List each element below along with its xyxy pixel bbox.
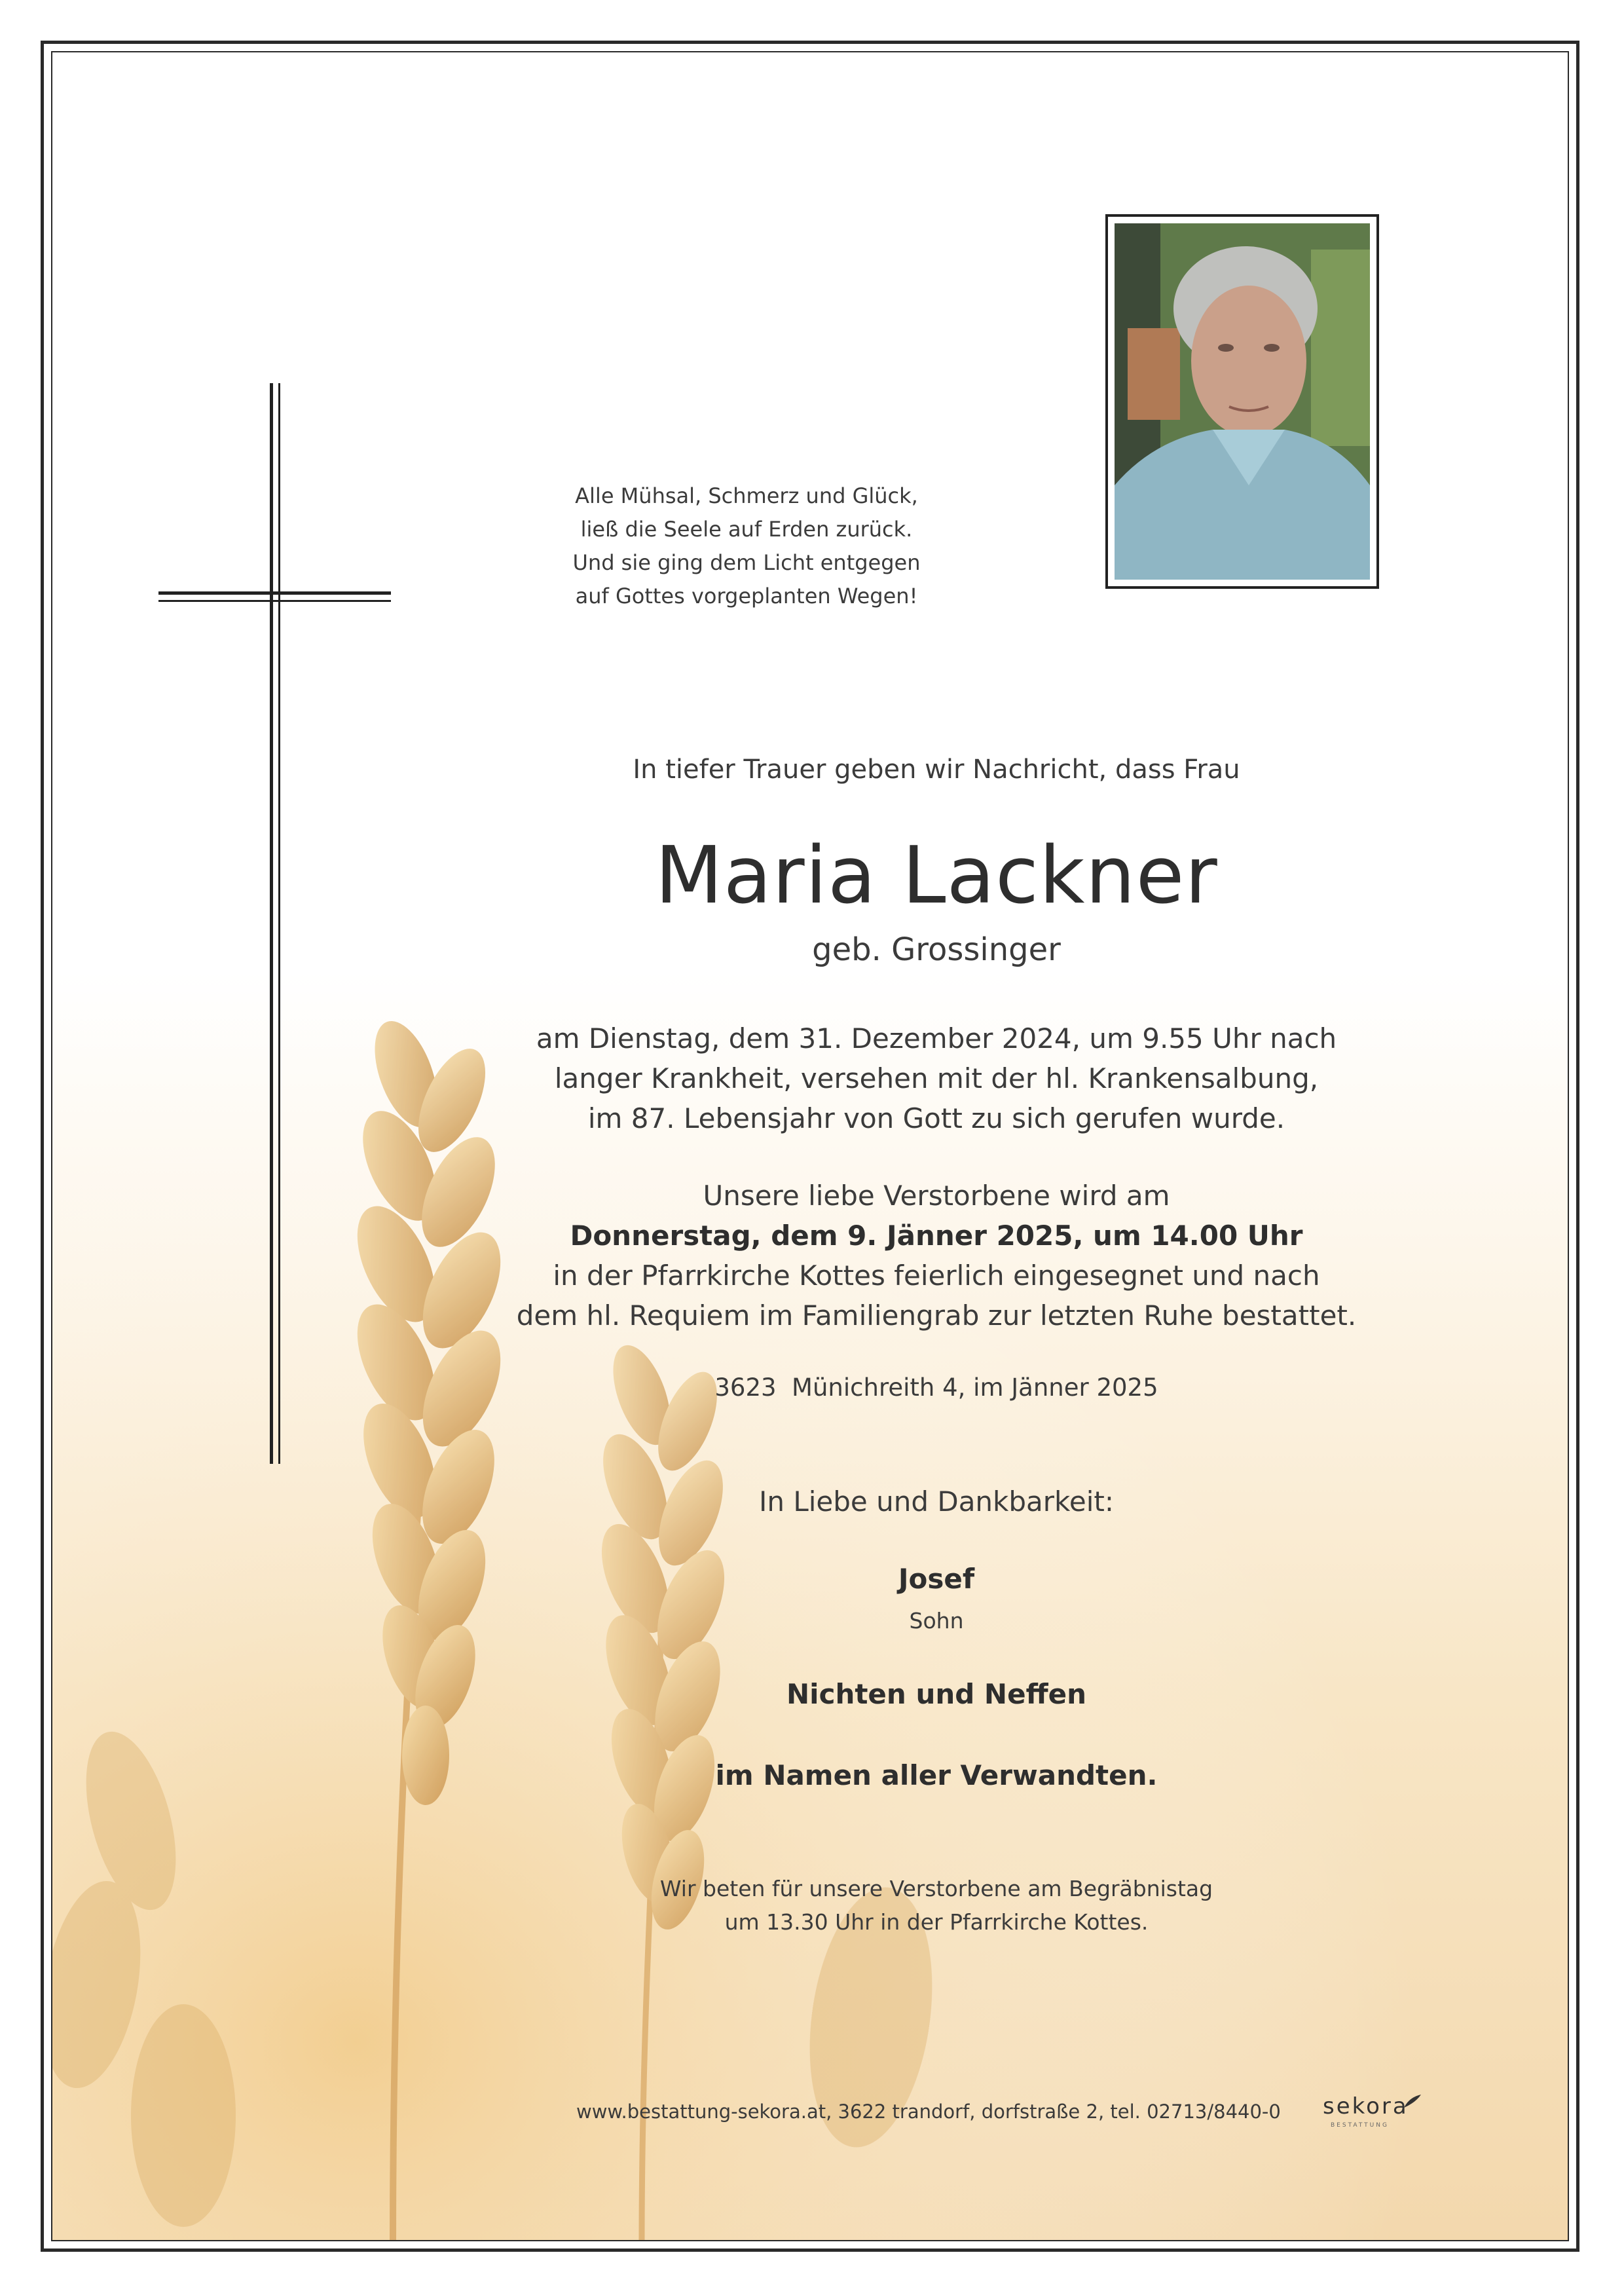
- death-details: [458, 1018, 1414, 1138]
- signatures-heading: In Liebe und Dankbarkeit:: [758, 1485, 1114, 1518]
- leaf-icon: [1403, 2093, 1422, 2109]
- memorial-poem: [498, 479, 995, 613]
- birth-name: geb. Grossinger: [812, 931, 1061, 968]
- prayer-line: um 13.30 Uhr in der Pfarrkirche Kottes.: [724, 1909, 1149, 1935]
- poem-line: Und sie ging dem Licht entgegen: [572, 550, 921, 575]
- poem-line: ließ die Seele auf Erden zurück.: [580, 517, 913, 542]
- place-date-text: 3623 Münichreith 4, im Jänner 2025: [714, 1373, 1158, 1402]
- logo-subtext: BESTATTUNG: [1331, 2122, 1389, 2129]
- poem-line: auf Gottes vorgeplanten Wegen!: [575, 584, 918, 608]
- mourner-group: Nichten und Neffen: [786, 1678, 1086, 1710]
- funeral-line: Unsere liebe Verstorbene wird am: [703, 1180, 1170, 1212]
- place-date: [498, 1373, 1375, 1402]
- funeral-details: [458, 1176, 1414, 1335]
- mourner-role: Sohn: [909, 1608, 964, 1633]
- funeral-home-contact: www.bestattung-sekora.at, 3622 trandorf, dorfstraße 2, tel. 02713/8440-0: [576, 2100, 1281, 2123]
- prayer-line: Wir beten für unsere Verstorbene am Begräbnistag: [659, 1876, 1213, 1901]
- notice-intro: In tiefer Trauer geben wir Nachricht, dass Frau: [633, 755, 1240, 785]
- cross-beam: [158, 591, 391, 595]
- mourner-name: Josef: [898, 1563, 975, 1595]
- funeral-line: in der Pfarrkirche Kottes feierlich eingesegnet und nach: [553, 1259, 1320, 1292]
- portrait-photo-frame: [1105, 214, 1379, 589]
- portrait-photo: [1115, 223, 1370, 580]
- mourner-group: im Namen aller Verwandten.: [715, 1759, 1158, 1791]
- cross-beam-line: [158, 600, 391, 602]
- death-line: langer Krankheit, versehen mit der hl. Krankensalbung,: [554, 1062, 1319, 1094]
- funeral-home-logo: [1323, 2093, 1421, 2133]
- logo-text: sekora: [1323, 2093, 1409, 2119]
- funeral-line: dem hl. Requiem im Familiengrab zur letzten Ruhe bestattet.: [516, 1299, 1357, 1332]
- poem-line: Alle Mühsal, Schmerz und Glück,: [575, 483, 918, 508]
- prayer-note: [498, 1872, 1375, 1939]
- deceased-name: Maria Lackner: [655, 830, 1218, 922]
- funeral-date: Donnerstag, dem 9. Jänner 2025, um 14.00 Uhr: [570, 1220, 1303, 1252]
- death-line: im 87. Lebensjahr von Gott zu sich gerufen wurde.: [587, 1102, 1285, 1134]
- death-line: am Dienstag, dem 31. Dezember 2024, um 9.55 Uhr nach: [536, 1022, 1337, 1054]
- cross-icon-line: [278, 383, 280, 1464]
- cross-icon: [270, 383, 273, 1464]
